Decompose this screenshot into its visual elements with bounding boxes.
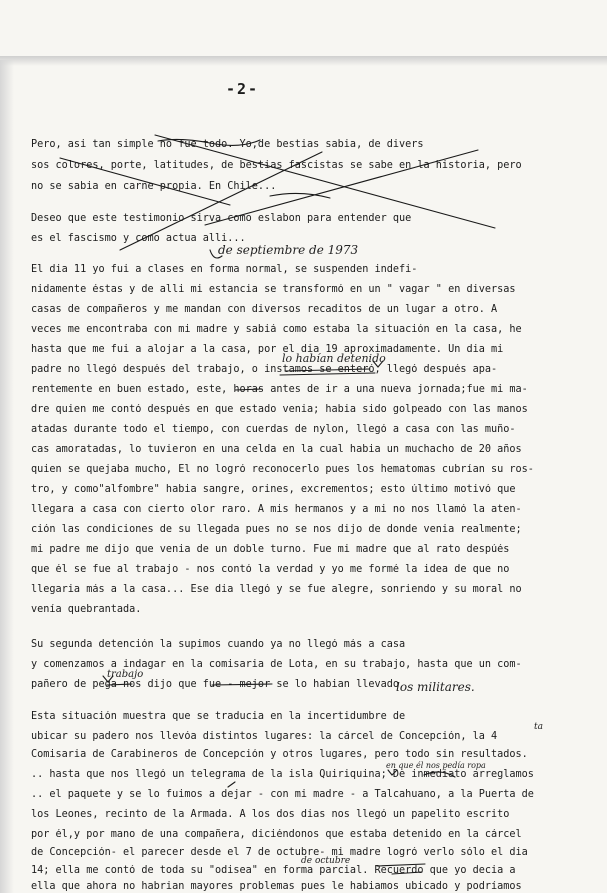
text-line: Deseo que este testimonio sirva como eslabon para entender que [31,213,412,224]
text-line: Pero, asi tan simple no fue todo. Yo,de bestias sabia, de divers [31,139,424,150]
text-line: sos colores, porte, latitudes, de bestias fascistas se sabe en la historia, pero [31,160,522,171]
text-line: .. hasta que nos llegó un telegrama de la isla Quiriquina; De inmediato arreglamos [31,769,534,780]
text-line: El dia 11 yo fui a clases en forma normal, se suspenden indefi- [31,264,418,275]
text-line: dre quien me contó después en que estado venia; habia sido golpeado con las manos [31,404,528,415]
handwritten-superscript: ta [534,722,543,732]
text-line: Su segunda detención la supimos cuando ya no llegó más a casa [31,639,406,650]
text-line: los Leones, recinto de la Armada. A los dos dias nos llegó un papelito escrito [31,809,510,820]
text-line: pañero de pega nos dijo que fue - mejor se lo habian llevado [31,679,400,690]
text-line: es el fascismo y como actua alli... [31,233,246,244]
text-line: y comenzamos a indagar en la comisaria de Lota, en su trabajo, hasta que un com- [31,659,522,670]
text-line: tro, y como"alfombre" habia sangre, orines, excrementos; esto último motivó que [31,484,516,495]
text-line: que él se fue al trabajo - nos contó la verdad y yo me formé la idea de que no [31,564,510,575]
text-line: nidamente éstas y de alli mi estancia se transformó en un " vagar " en diversas [31,284,516,295]
text-line: de Concepción- el parecer desde el 7 de octubre- mi madre logró verlo sólo el dia [31,847,528,858]
text-line: veces me encontraba con mi madre y sabiá como estaba la situación en la casa, he [31,324,522,335]
text-line: cas amoratadas, lo tuvieron en una celda en la cual habia un muchacho de 20 años [31,444,522,455]
text-line: rentemente en buen estado, este, horas antes de ir a una nueva jornada;fue mi ma- [31,384,528,395]
handwritten-ropa-insert: en que él nos pedía ropa [386,761,486,770]
text-line: ella que ahora no habrian mayores problemas pues le habiamos ubicado y podríamos [31,881,522,892]
text-line: por él,y por mano de una compañera, diciéndonos que estaba detenido en la cárcel [31,829,522,840]
text-line: casas de compañeros y me mandan con diversos recaditos de un lugar a otro. A [31,304,498,315]
text-line: ción las condiciones de su llegada pues no se nos dijo de donde venia realmente; [31,524,522,535]
scan-top-edge [0,56,607,66]
text-line: padre no llegó después del trabajo, o instamos se enteró, llegó después apa- [31,364,498,375]
text-line: 14; ella me contó de toda su "odisea" en forma parcial. Recuerdo que yo decia a [31,865,516,876]
handwritten-militares-insert: los militares. [396,680,475,694]
text-line: llegara a casa con cierto olor raro. A mis hermanos y a mi no nos llamó la aten- [31,504,522,515]
text-line: quien se quejaba mucho, El no logró reconocerlo pues los hematomas cubrían su ros- [31,464,534,475]
page-number: -2- [226,80,260,98]
text-line: hasta que me fui a alojar a la casa, por el dia 19 aproximadamente. Un dia mi [31,344,504,355]
text-line: no se sabia en carne propia. En Chile... [31,181,277,192]
text-line: atadas durante todo el tiempo, con cuerdas de nylon, llegó a casa con las muño- [31,424,516,435]
text-line: llegaria más a la casa... Ese dia llegó y se fue alegre, sonriendo y su moral no [31,584,522,595]
handwritten-detained-insert: lo habían detenido [282,352,386,365]
text-line: Esta situación muestra que se traducia en la incertidumbre de [31,711,406,722]
text-line: ubicar su padero nos llevóa distintos lugares: la cárcel de Concepción, la 4 [31,731,498,742]
scan-left-edge [0,60,14,893]
handwritten-date-insert: de septiembre de 1973 [218,243,359,257]
text-line: Comisaria de Carabineros de Concepción y otros lugares, pero todo sin resultados. [31,749,528,760]
handwritten-october-insert: de octubre [301,856,351,866]
text-line: venía quebrantada. [31,604,142,615]
text-line: .. el paquete y se lo fuimos a dejar - con mi madre - a Talcahuano, a la Puerta de [31,789,534,800]
text-line: mi padre me dijo que venia de un doble turno. Fue mi madre que al rato despúés [31,544,510,555]
handwritten-work-insert: trabajo [107,669,144,680]
